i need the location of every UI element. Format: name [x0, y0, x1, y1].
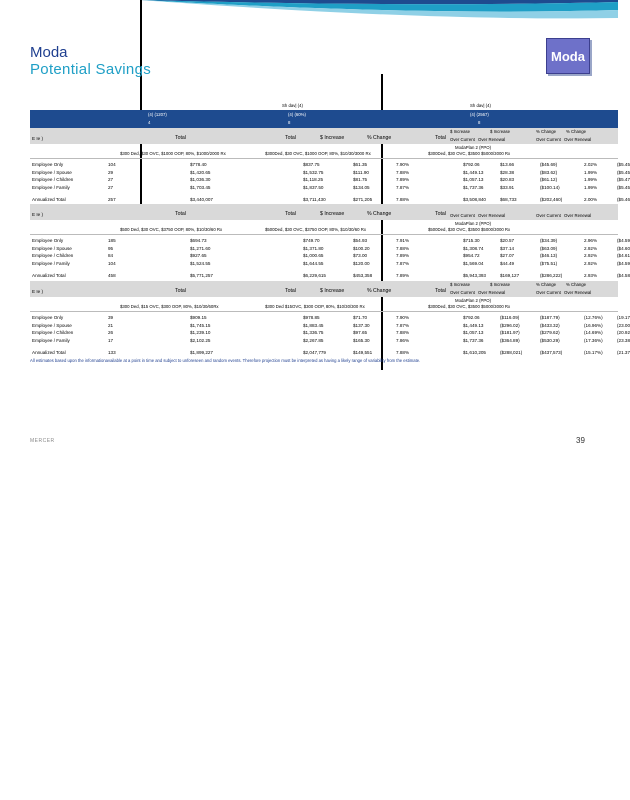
cell-d: 7.88%: [396, 245, 410, 251]
col-header-total-alt: Total: [435, 288, 446, 294]
total-cell-n: 458: [108, 273, 116, 278]
col-header-total: Total: [175, 211, 186, 217]
cell-h: 2.92%: [584, 253, 598, 258]
total-cell-c: $149,551: [353, 350, 373, 355]
cell-h: (14.69%): [584, 330, 603, 335]
col-header-tier: E Ie ): [32, 136, 43, 141]
col-header-total: Total: [175, 288, 186, 294]
cell-b: $1,837.50: [303, 184, 324, 190]
cell-e: $1,449.13: [463, 322, 484, 328]
col-header-sub-2: Over Renewal: [478, 290, 506, 295]
col-header-tier: E Ie ): [32, 289, 43, 294]
cell-i: (20.92: [617, 330, 630, 335]
cell-d: 7.89%: [396, 177, 410, 182]
cell-i: (23.00: [617, 322, 630, 328]
col-header-sub-4: Over Renewal: [564, 213, 592, 218]
cell-b: $1,532.75: [303, 169, 324, 175]
cell-a: $1,036.30: [190, 177, 211, 182]
cell-d: 7.91%: [396, 238, 410, 243]
cell-i: (23.38: [617, 337, 630, 343]
total-cell-f: ($288,021): [500, 350, 523, 355]
cell-b: $1,000.65: [303, 253, 324, 258]
cell-n: 84: [108, 253, 114, 258]
cell-tier: Employee / Children: [32, 177, 74, 182]
cell-d: 7.87%: [396, 184, 410, 190]
cell-f: $44.49: [500, 260, 515, 266]
total-cell-f: $68,733: [500, 197, 517, 202]
cell-c: $134.05: [353, 184, 370, 190]
col-header-pct-renewal: % Change: [566, 129, 587, 134]
total-cell-c: $453,358: [353, 273, 373, 278]
total-cell-b: $3,711,430: [303, 197, 326, 202]
plan-label: ModaPlan 2 (PPO): [455, 221, 492, 226]
cell-d: 7.87%: [396, 322, 410, 328]
page-subtitle: Potential Savings: [30, 61, 152, 78]
col-header-sub-2: Over Renewal: [478, 213, 506, 218]
col-header-sub-1: Over Current: [450, 137, 475, 142]
cell-a: $2,102.25: [190, 337, 211, 343]
cell-h: 2.96%: [584, 238, 598, 243]
total-cell-n: 257: [108, 197, 116, 202]
cell-c: $73.00: [353, 253, 368, 258]
cell-h: (12.76%): [584, 315, 603, 320]
table-total-row: [30, 272, 630, 280]
cell-c: $71.70: [353, 315, 368, 320]
cell-a: $694.73: [190, 238, 207, 243]
cell-a: $778.40: [190, 162, 207, 167]
page-number: 39: [576, 436, 585, 445]
cell-b: $978.85: [303, 315, 320, 320]
cell-n: 39: [108, 315, 114, 320]
plan-description-current: $300 Ded, $15 OVC, $300 OOP, 80%, $10/30/60Rx: [120, 304, 219, 309]
moda-logo: Moda: [546, 38, 590, 74]
plan-description-current: $300 Ded, $30 OVC, $1000 OOP, 80%, $1000/2000 Rx: [120, 151, 226, 156]
col-header-pct-current: % Change: [536, 129, 557, 134]
band-top-left-label: Sh dav| (4): [282, 103, 303, 108]
total-cell-a: $5,771,257: [190, 273, 213, 278]
band-sub-3: (4) (2567): [470, 112, 489, 117]
cell-d: 7.90%: [396, 162, 410, 167]
total-cell-g: ($286,222): [540, 273, 563, 278]
page-title: Moda: [30, 44, 68, 61]
total-cell-h: 2.00%: [584, 197, 598, 202]
cell-e: $1,057.13: [463, 177, 484, 182]
table-total-row: [30, 196, 630, 204]
col-header-dollar-current: $ Increase: [450, 282, 471, 287]
table-header-band: [30, 110, 618, 128]
table-total-row: [30, 349, 630, 357]
col-header-change: % Change: [367, 211, 392, 217]
cell-b: $837.75: [303, 162, 320, 167]
cell-h: 2.02%: [584, 162, 598, 167]
band-sub-1: (4) (1207): [148, 112, 167, 117]
cell-h: 1.99%: [584, 184, 598, 190]
cell-b: $1,644.55: [303, 260, 324, 266]
cell-g: ($187.79): [540, 315, 560, 320]
cell-tier: Employee / Spouse: [32, 322, 72, 328]
band-sub-5: 8: [288, 120, 291, 125]
cell-n: 185: [108, 238, 116, 243]
col-header-sub-1: Over Current: [450, 290, 475, 295]
cell-tier: Employee / Family: [32, 184, 70, 190]
cell-f: ($296.02): [500, 322, 520, 328]
cell-d: 7.90%: [396, 315, 410, 320]
col-header-pct-current: % Change: [536, 282, 557, 287]
cell-g: ($45.69): [540, 162, 558, 167]
cell-a: $909.15: [190, 315, 207, 320]
band-sub-2: (4) (60%): [288, 112, 306, 117]
cell-b: $1,883.45: [303, 322, 324, 328]
cell-tier: Employee / Family: [32, 260, 70, 266]
cell-g: ($83.62): [540, 169, 558, 175]
cell-n: 29: [108, 169, 114, 175]
total-cell-e: $3,508,840: [463, 197, 486, 202]
footer-brand: MERCER: [30, 438, 55, 444]
cell-h: (16.96%): [584, 322, 603, 328]
cell-i: ($5.45: [617, 169, 630, 175]
cell-c: $111.90: [353, 169, 369, 175]
band-top-right-label: Sh dav| (4): [470, 103, 491, 108]
col-header-total-renewal: Total: [285, 288, 296, 294]
cell-a: $1,745.15: [190, 322, 211, 328]
cell-c: $137.30: [353, 322, 370, 328]
cell-g: ($100.14): [540, 184, 560, 190]
col-header-dollar-renewal: $ Increase: [490, 129, 511, 134]
col-header-total-alt: Total: [435, 135, 446, 141]
cell-b: $749.70: [303, 238, 320, 243]
cell-tier: Employee / Children: [32, 253, 74, 258]
cell-g: ($34.39): [540, 238, 558, 243]
total-cell-d: 7.88%: [396, 197, 410, 202]
cell-g: ($75.51): [540, 260, 558, 266]
cell-g: ($433.32): [540, 322, 560, 328]
cell-c: $120.00: [353, 260, 370, 266]
col-header-total-alt: Total: [435, 211, 446, 217]
total-cell-d: 7.89%: [396, 273, 410, 278]
table-row: [30, 260, 630, 268]
cell-tier: Employee Only: [32, 315, 64, 320]
col-header-increase: $ Increase: [320, 135, 345, 141]
cell-g: ($279.62): [540, 330, 560, 335]
cell-f: $27.07: [500, 253, 515, 258]
cell-c: $61.35: [353, 162, 368, 167]
col-header-change: % Change: [367, 135, 392, 141]
plan-row-divider: [30, 234, 618, 235]
cell-n: 104: [108, 162, 116, 167]
cell-d: 7.87%: [396, 260, 410, 266]
band-sub-6: 8: [478, 120, 481, 125]
cell-a: $927.65: [190, 253, 207, 258]
plan-description-alternate: $500Ded, $30 OVC, $3500 $5000/3000 Rx: [428, 227, 511, 232]
col-header-sub-3: Over Current: [536, 213, 561, 218]
total-cell-i: (21.37: [617, 350, 630, 355]
cell-b: $1,336.75: [303, 330, 324, 335]
cell-c: $165.30: [353, 337, 370, 343]
plan-description-current: $500 Ded, $30 OVC, $3750 OOP, 80%, $10/30/60 Rx: [120, 227, 223, 232]
section-header-band: [30, 128, 618, 144]
plan-row-divider: [30, 158, 618, 159]
cell-tier: Employee / Spouse: [32, 245, 72, 251]
cell-c: $81.75: [353, 177, 368, 182]
col-header-tier: E Ie ): [32, 212, 43, 217]
cell-tier: Employee / Family: [32, 337, 70, 343]
cell-e: $1,737.36: [463, 337, 484, 343]
cell-f: $28.38: [500, 169, 515, 175]
col-header-sub-4: Over Renewal: [564, 137, 592, 142]
cell-e: $792.06: [463, 315, 480, 320]
total-cell-a: $1,899,227: [190, 350, 213, 355]
plan-label: ModaPlan 2 (PPO): [455, 298, 492, 303]
cell-a: $1,239.10: [190, 330, 211, 335]
cell-b: $1,118.25: [303, 177, 324, 182]
cell-b: $1,371.80: [303, 245, 324, 251]
cell-a: $1,703.45: [190, 184, 211, 190]
plan-row-divider: [30, 311, 618, 312]
cell-e: $954.72: [463, 253, 480, 258]
col-header-sub-1: Over Current: [450, 213, 475, 218]
footnote: All estimates based upon the informationavailable at a point in time and subject to unforeseen and random events. Therefore projection must be interpreted as having a likely range of variability from the estimate.: [30, 358, 421, 363]
cell-i: ($4.61: [617, 253, 630, 258]
cell-a: $1,524.55: [190, 260, 211, 266]
cell-i: ($5.45: [617, 184, 630, 190]
total-cell-h: (15.17%): [584, 350, 603, 355]
total-cell-i: ($4.58: [617, 273, 630, 278]
cell-f: ($116.09): [500, 315, 520, 320]
plan-description-renewal: $300 Ded $15OVC, $300 OOP, 80%, $10/30/300 Rx: [265, 304, 365, 309]
total-cell-e: $5,943,393: [463, 273, 486, 278]
cell-i: ($4.59: [617, 260, 630, 266]
plan-description-alternate: $300Ded, $30 OVC, $3500 $5000/3000 Rx: [428, 304, 511, 309]
cell-i: ($4.59: [617, 238, 630, 243]
total-cell-b: $2,047,779: [303, 350, 326, 355]
cell-i: ($5.45: [617, 162, 630, 167]
cell-g: ($61.12): [540, 177, 558, 182]
cell-g: ($46.13): [540, 253, 558, 258]
total-cell-tier: Annualized Total: [32, 197, 66, 202]
cell-e: $1,737.36: [463, 184, 484, 190]
cell-g: ($530.29): [540, 337, 560, 343]
plan-label: ModaPlan 2 (PPO): [455, 145, 492, 150]
cell-tier: Employee Only: [32, 238, 64, 243]
cell-c: $100.20: [353, 245, 370, 251]
cell-n: 104: [108, 260, 116, 266]
table-row: [30, 184, 630, 192]
total-cell-g: ($202,460): [540, 197, 563, 202]
total-cell-a: $3,440,007: [190, 197, 213, 202]
cell-e: $1,057.13: [463, 330, 484, 335]
cell-d: 7.88%: [396, 169, 410, 175]
cell-h: (17.36%): [584, 337, 603, 343]
cell-d: 7.89%: [396, 253, 410, 258]
cell-e: $715.30: [463, 238, 480, 243]
cell-e: $1,569.04: [463, 260, 484, 266]
total-cell-f: $169,127: [500, 273, 520, 278]
cell-g: ($63.09): [540, 245, 558, 251]
total-cell-g: ($437,573): [540, 350, 563, 355]
total-cell-h: 2.93%: [584, 273, 598, 278]
total-cell-tier: Annualized Total: [32, 350, 66, 355]
col-header-total-renewal: Total: [285, 135, 296, 141]
col-header-dollar-renewal: $ Increase: [490, 282, 511, 287]
cell-f: $33.91: [500, 184, 515, 190]
band-sub-4: 4: [148, 120, 151, 125]
table-row: [30, 337, 630, 345]
cell-h: 2.92%: [584, 245, 598, 251]
cell-e: $1,449.13: [463, 169, 484, 175]
cell-d: 7.88%: [396, 330, 410, 335]
total-cell-c: $271,205: [353, 197, 373, 202]
cell-e: $1,308.74: [463, 245, 484, 251]
cell-n: 21: [108, 322, 114, 328]
cell-n: 17: [108, 337, 114, 343]
cell-f: ($181.97): [500, 330, 520, 335]
cell-f: $13.66: [500, 162, 515, 167]
col-header-total: Total: [175, 135, 186, 141]
total-cell-n: 133: [108, 350, 116, 355]
cell-h: 2.92%: [584, 260, 598, 266]
total-cell-e: $1,610,205: [463, 350, 486, 355]
col-header-sub-2: Over Renewal: [478, 137, 506, 142]
cell-a: $1,420.65: [190, 169, 211, 175]
cell-h: 1.99%: [584, 177, 598, 182]
cell-tier: Employee Only: [32, 162, 64, 167]
plan-description-renewal: $300Ded, $30 OVC, $1000 OOP, 80%, $10/30/3000 Rx: [265, 151, 371, 156]
plan-description-alternate: $300Ded, $30 OVC, $3500 $5000/3000 Rx: [428, 151, 511, 156]
col-header-sub-3: Over Current: [536, 137, 561, 142]
cell-a: $1,271.60: [190, 245, 211, 251]
cell-f: $20.83: [500, 177, 515, 182]
cell-c: $54.93: [353, 238, 368, 243]
total-cell-b: $6,229,615: [303, 273, 326, 278]
cell-i: ($4.60: [617, 245, 630, 251]
cell-b: $2,267.85: [303, 337, 324, 343]
header-wave-graphic: [0, 0, 618, 24]
cell-i: ($5.47: [617, 177, 630, 182]
cell-n: 26: [108, 330, 114, 335]
col-header-sub-4: Over Renewal: [564, 290, 592, 295]
cell-f: $37.14: [500, 245, 515, 251]
cell-c: $97.65: [353, 330, 368, 335]
cell-h: 1.99%: [584, 169, 598, 175]
col-header-total-renewal: Total: [285, 211, 296, 217]
col-header-pct-renewal: % Change: [566, 282, 587, 287]
col-header-increase: $ Increase: [320, 211, 345, 217]
cell-n: 27: [108, 177, 114, 182]
col-header-increase: $ Increase: [320, 288, 345, 294]
cell-e: $792.06: [463, 162, 480, 167]
cell-tier: Employee / Children: [32, 330, 74, 335]
col-header-change: % Change: [367, 288, 392, 294]
total-cell-d: 7.88%: [396, 350, 410, 355]
cell-i: (19.17: [617, 315, 630, 320]
total-cell-i: ($5.46: [617, 197, 630, 202]
cell-n: 95: [108, 245, 114, 251]
cell-f: ($364.89): [500, 337, 520, 343]
col-header-dollar-current: $ Increase: [450, 129, 471, 134]
section-header-band: [30, 204, 618, 220]
section-header-band: [30, 281, 618, 297]
col-header-sub-3: Over Current: [536, 290, 561, 295]
total-cell-tier: Annualized Total: [32, 273, 66, 278]
cell-f: $20.57: [500, 238, 515, 243]
cell-n: 27: [108, 184, 114, 190]
plan-description-renewal: $500Ded, $30 OVC, $3750 OOP, 80%, $10/30/60 Rx: [265, 227, 366, 232]
cell-d: 7.86%: [396, 337, 410, 343]
cell-tier: Employee / Spouse: [32, 169, 72, 175]
